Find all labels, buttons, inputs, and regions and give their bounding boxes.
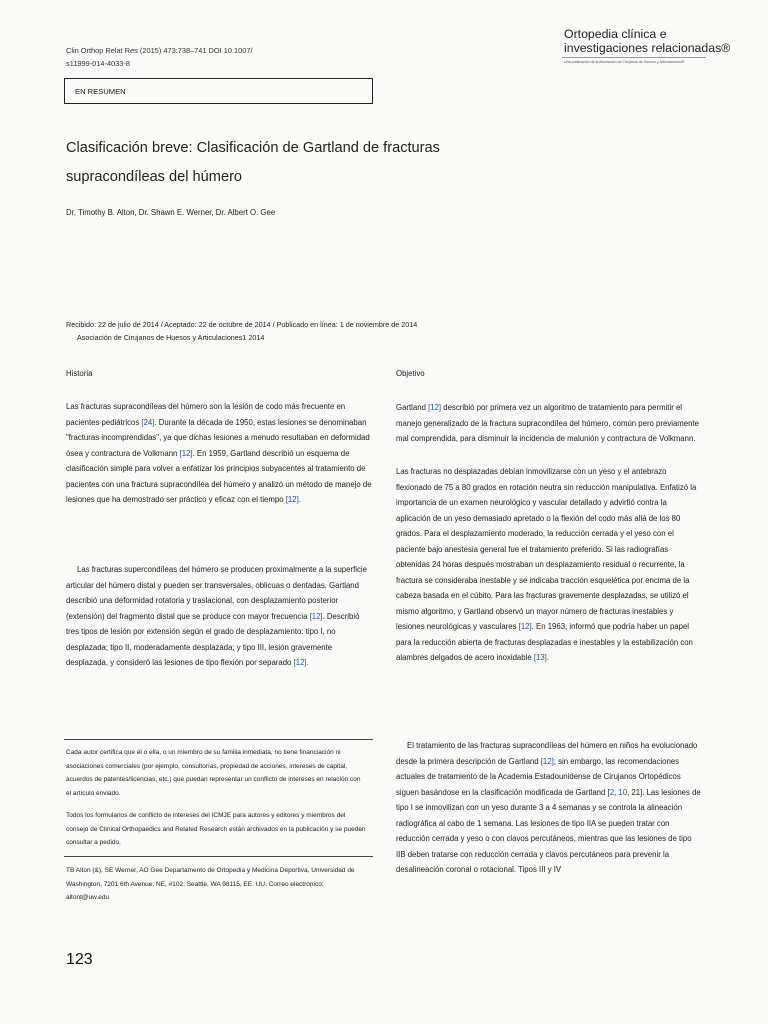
text-run: ; sin embargo, las recomendaciones actuales de tratamiento de la Academia Estadounidense de Cirujanos Ortopédicos siguen basándose en la clasificación modificada de Gartland [ (396, 756, 681, 797)
reference-link[interactable]: [12] (540, 756, 554, 766)
text-run: Gartland (396, 403, 429, 412)
reference-link[interactable]: 10 (618, 787, 628, 797)
title-line-1: Clasificación breve: Clasificación de Gartland de fracturas (66, 140, 440, 156)
section-label: EN RESUMEN (75, 87, 126, 96)
journal-subtitle: Una publicación de la Asociación de Cirujanos de Huesos y Articulaciones® (564, 60, 685, 64)
text-run: Las fracturas supercondíleas del húmero se producen proximalmente a la superficie articular del húmero distal y pueden ser transversales, oblicuas o dentadas. Gartland describió una deformidad rotatoria y traslacional, con desplazamiento posterior (extensión) del fragmento distal que se produce con mayor frecuencia (66, 565, 367, 621)
footnote-conflict (66, 746, 366, 800)
journal-divider (562, 57, 706, 58)
footnote-divider (64, 739, 373, 740)
section-heading-history: Historia (66, 369, 93, 378)
title-line-2: supracondíleas del húmero (66, 169, 243, 185)
publication-dates (66, 318, 417, 344)
reference-link[interactable]: [12] (179, 448, 193, 458)
dates-line: Recibido: 22 de julio de 2014 / Aceptado: 22 de octubre de 2014 / Publicado en línea: 1 de noviembre de 2014 (66, 320, 418, 329)
citation (66, 44, 253, 70)
reference-link[interactable]: 2 (609, 787, 615, 797)
journal-title-line-2: investigaciones relacionadas® (564, 41, 731, 55)
reference-link[interactable]: [13] (533, 653, 547, 662)
reference-link[interactable]: [24] (141, 417, 155, 427)
objective-paragraph-3 (396, 738, 702, 878)
footnote-text: Cada autor certifica que él o ella, o un miembro de su familia inmediata, no tiene financiación ni asociaciones comerciales (por ejemplo, consultorías, propiedad de acciones, intereses de capital, acuerdos de patentes/licencias, etc.) que puedan representar un conflicto de intereses en relación con el artículo enviado. (66, 749, 361, 797)
footnote-icmje (66, 809, 366, 850)
text-run: Las fracturas supracondíleas del húmero son la lesión de codo más frecuente en pacientes pediátricos (66, 402, 346, 427)
text-run: . (306, 658, 309, 667)
text-run: describió por primera vez un algoritmo de tratamiento para permitir el manejo generalizado de la fractura supracondílea del húmero, común pero previamente mal comprendida, para disminuir la incidencia de malunión y contractura de Volkmann. (396, 403, 699, 443)
text-run: El tratamiento de las fracturas supracondíleas del húmero en niños ha evolucionado desde la primera descripción de Gartland (396, 741, 698, 766)
journal-title (564, 27, 730, 55)
text-run: . En 1959, Gartland describió un esquema de clasificación simple para volver a enfatizar los principios subyacentes al tratamiento de pacientes con una fractura supracondílea del húmero y analizó un método de manejo de lesiones que ha demostrado ser práctico y eficaz con el tiempo (66, 448, 372, 504)
authors: Dr. Timothy B. Alton, Dr. Shawn E. Werner, Dr. Albert O. Gee (66, 208, 276, 217)
text-run: Las fracturas no desplazadas debían inmovilizarse con un yeso y el antebrazo flexionado de 75 a 80 grados en rotación neutra sin reducción manipulativa. Enfatizó la importancia de un examen neurológico y vascular detallado y advirtió contra la aplicación de un yeso demasiado apretado o la flexión del codo más allá de los 80 grados. Para el desplazamiento moderado, la reducción cerrada y el yeso con el paciente bajo anestesia general fue el tratamiento preferido. Si las radiografías obtenidas 24 horas después mostraban un desplazamiento residual o recurrente, la fractura se consideraba inestable y se indicaba tracción esquelética por encima de la cabeza basada en el cúbito. Para las fracturas gravemente desplazadas, se utilizó el mismo algoritmo, y Gartland observó un mayor número de fracturas inestables y lesiones neurológicas y vasculares (396, 467, 697, 631)
reference-link[interactable]: [12] (518, 622, 532, 631)
footnote-affiliation (66, 864, 366, 905)
history-paragraph-1 (66, 399, 372, 508)
copyright-line: Asociación de Cirujanos de Huesos y Articulaciones1 2014 (77, 333, 265, 342)
text-run: . (546, 653, 550, 662)
objective-paragraph-2 (396, 464, 702, 666)
reference-link[interactable]: [12] (285, 495, 299, 504)
citation-line-1: Clin Orthop Relat Res (2015) 473:738–741 DOI 10.1007/ (66, 46, 253, 55)
section-heading-objective: Objetivo (396, 369, 425, 378)
text-run: . Durante la década de 1950, estas lesiones se denominaban "fracturas incomprendidas", ya que dichas lesiones a menudo resultaban en deformidad ósea y contractura de Volkmann (66, 417, 370, 458)
text-run: . (298, 495, 301, 504)
page-number: 123 (66, 951, 93, 968)
text-run: , 21]. Las lesiones de tipo I se inmovilizan con un yeso durante 3 a 4 semanas y se controla la alineación radiográfica al cabo de 1 semana. Las lesiones de tipo IIA se pueden tratar con reducción cerrada y yeso o con clavos percutáneos, mientras que las lesiones de tipo IIB deben tratarse con reducción cerrada y clavos percutáneos para prevenir la desalineación coronal o rotacional. Tipos III y IV (396, 787, 701, 874)
citation-line-2: s11999-014-4033-8 (66, 59, 130, 68)
text-run: . Describió tres tipos de lesión por extensión según el grado de desplazamiento: tipo I, no desplazada; tipo II, moderadamente desplazada; y tipo III, lesión gravemente desplazada, y consideró las lesiones de tipo flexión por separado (66, 611, 360, 667)
reference-link[interactable]: [12] (428, 403, 442, 412)
footnote-text: TB Alton (&), SE Werner, AO Gee Departamento de Ortopedia y Medicina Deportiva, Universidad de Washington, 7201 6th Avenue, NE, #102, Seattle, WA 98115, EE. UU. Correo electrónico: altont@uw.edu (66, 867, 355, 901)
reference-link[interactable]: [12] (309, 611, 323, 621)
reference-link[interactable]: [12] (293, 658, 307, 667)
section-box (64, 78, 373, 104)
footnote-text: Todos los formularios de conflicto de intereses del ICMJE para autores y editores y miembros del consejo de Clinical Orthopaedics and Related Research están archivados en la publicación y se pueden consultar a pedido. (66, 812, 366, 846)
article-title (66, 134, 526, 192)
text-run: . En 1963, informó que podría haber un papel para la reducción abierta de fracturas desplazadas e inestables y la estabilización con alambres delgados de acero inoxidable (396, 622, 693, 662)
footnote-divider (64, 856, 373, 857)
journal-title-line-1: Ortopedia clínica e (564, 27, 667, 41)
text-run: , (614, 787, 619, 797)
objective-paragraph-1 (396, 400, 702, 447)
history-paragraph-2 (66, 562, 372, 671)
